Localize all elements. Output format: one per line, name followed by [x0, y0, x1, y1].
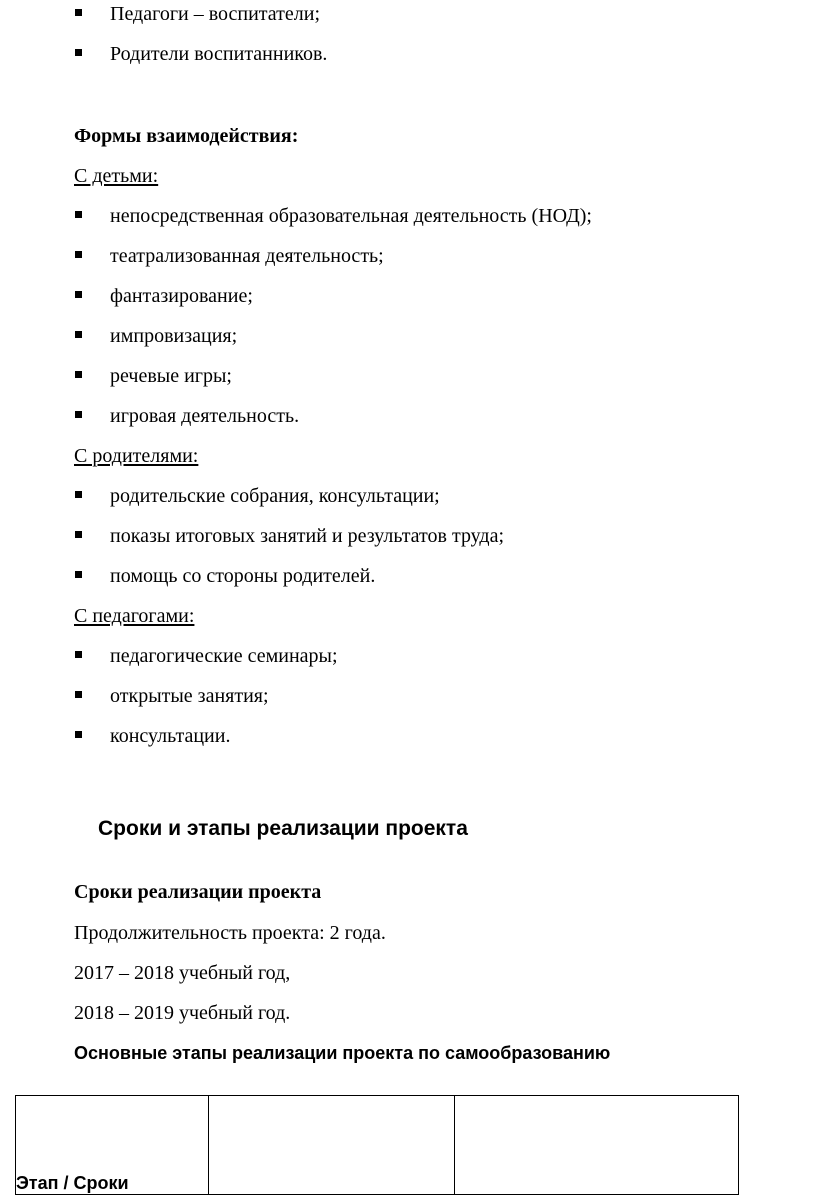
- group-title-teachers: С педагогами:: [74, 605, 195, 627]
- list-item: консультации.: [110, 725, 231, 747]
- forms-heading: Формы взаимодействия:: [74, 125, 299, 147]
- section-title: Сроки и этапы реализации проекта: [98, 817, 468, 840]
- table-header-cell: [209, 1096, 455, 1195]
- list-item: игровая деятельность.: [110, 405, 300, 427]
- stages-table: [15, 1095, 739, 1195]
- stages-heading: Основные этапы реализации проекта по самообразованию: [74, 1043, 611, 1063]
- list-item: показы итоговых занятий и результатов труда;: [110, 525, 505, 547]
- bullet-icon: [75, 251, 82, 258]
- bullet-icon: [75, 371, 82, 378]
- duration-text: Продолжительность проекта: 2 года.: [74, 922, 386, 944]
- bullet-icon: [75, 291, 82, 298]
- list-item: родительские собрания, консультации;: [110, 485, 440, 507]
- list-item: фантазирование;: [110, 285, 253, 307]
- list-item: речевые игры;: [110, 365, 232, 387]
- bullet-icon: [75, 531, 82, 538]
- list-item: педагогические семинары;: [110, 645, 338, 667]
- list-item: импровизация;: [110, 325, 238, 347]
- bullet-icon: [75, 651, 82, 658]
- list-item: Педагоги – воспитатели;: [110, 3, 321, 25]
- list-item: открытые занятия;: [110, 685, 269, 707]
- bullet-icon: [75, 491, 82, 498]
- list-item: помощь со стороны родителей.: [110, 565, 376, 587]
- bullet-icon: [75, 49, 82, 56]
- group-title-parents: С родителями:: [74, 445, 199, 467]
- bullet-icon: [75, 331, 82, 338]
- list-item: театрализованная деятельность;: [110, 245, 384, 267]
- bullet-icon: [75, 411, 82, 418]
- year-line: 2018 – 2019 учебный год.: [74, 1002, 291, 1024]
- list-item: Родители воспитанников.: [110, 43, 328, 65]
- table-header-cell: [455, 1096, 739, 1195]
- bullet-icon: [75, 9, 82, 16]
- group-title-children: С детьми:: [74, 165, 159, 187]
- bullet-icon: [75, 731, 82, 738]
- bullet-icon: [75, 571, 82, 578]
- table-header-cell: Этап / Сроки: [16, 1096, 209, 1195]
- terms-heading: Сроки реализации проекта: [74, 881, 322, 903]
- list-item: непосредственная образовательная деятельность (НОД);: [110, 205, 592, 227]
- bullet-icon: [75, 211, 82, 218]
- table-row: [16, 1096, 739, 1195]
- year-line: 2017 – 2018 учебный год,: [74, 962, 291, 984]
- bullet-icon: [75, 691, 82, 698]
